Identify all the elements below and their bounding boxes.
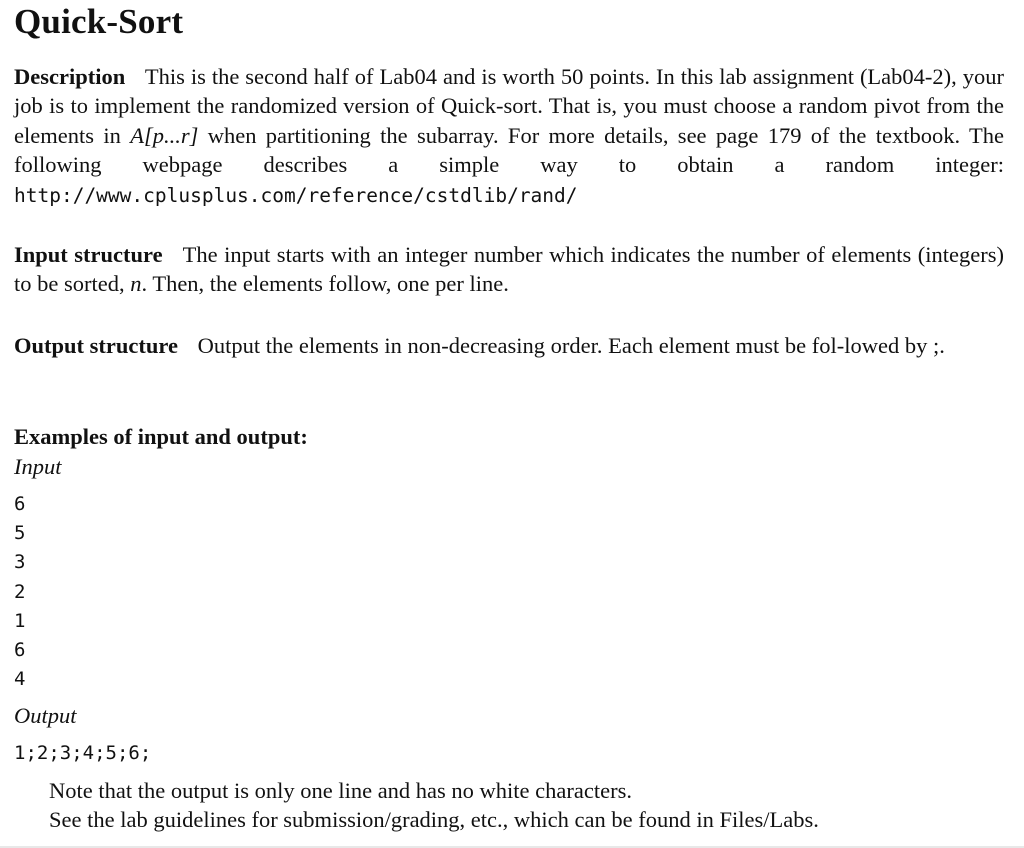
output-structure-heading: Output structure [14, 333, 178, 358]
input-line: 6 [14, 638, 26, 661]
input-label: Input [14, 454, 62, 479]
input-line: 6 [14, 493, 26, 515]
note-output-format: Note that the output is only one line and has no white characters. [49, 778, 632, 803]
output-line: 1;2;3;4;5;6; [14, 742, 152, 764]
math-array: A [130, 122, 144, 148]
input-structure-text-part2: . Then, the elements follow, one per line. [141, 271, 509, 297]
output-structure-text: Output the elements in non-decreasing order. Each element must be fol-lowed by ;. [197, 333, 945, 358]
input-line: 4 [14, 668, 26, 691]
input-structure-paragraph [14, 240, 1004, 299]
example-output-block [14, 739, 151, 768]
input-line: 3 [14, 551, 26, 574]
input-line: 2 [14, 580, 26, 603]
description-text-part2: when partitioning the subarray. For more details, see page 179 of the textbook. The following webpage describes a simple way to obtain a random integer: [14, 122, 1005, 178]
input-structure-heading: Input structure [14, 242, 163, 267]
examples-heading: Examples of input and output: [14, 424, 308, 449]
output-label: Output [14, 703, 77, 728]
output-structure-paragraph [14, 331, 1004, 360]
math-range: [p...r] [143, 122, 199, 148]
description-heading: Description [14, 64, 126, 89]
math-n: n [130, 271, 142, 297]
input-line: 1 [14, 609, 26, 632]
description-text-part1: This is the second half of Lab04 and is worth 50 points. In this lab assignment (Lab04-2), your job is to implement the randomized version of Quick-sort. That is, you must choose a random pivot from the elements in [14, 64, 1005, 148]
note-lab-guidelines: See the lab guidelines for submission/grading, etc., which can be found in Files/Labs. [49, 807, 819, 832]
input-structure-text-part1: The input starts with an integer number which indicates the number of elements (integers) to be sorted, [14, 242, 1004, 297]
description-paragraph [14, 62, 1004, 210]
rand-reference-url[interactable]: http://www.cplusplus.com/reference/cstdlib/rand/ [14, 183, 578, 207]
page-title: Quick-Sort [14, 2, 184, 41]
example-input-block [14, 490, 25, 694]
input-line: 5 [14, 522, 26, 545]
